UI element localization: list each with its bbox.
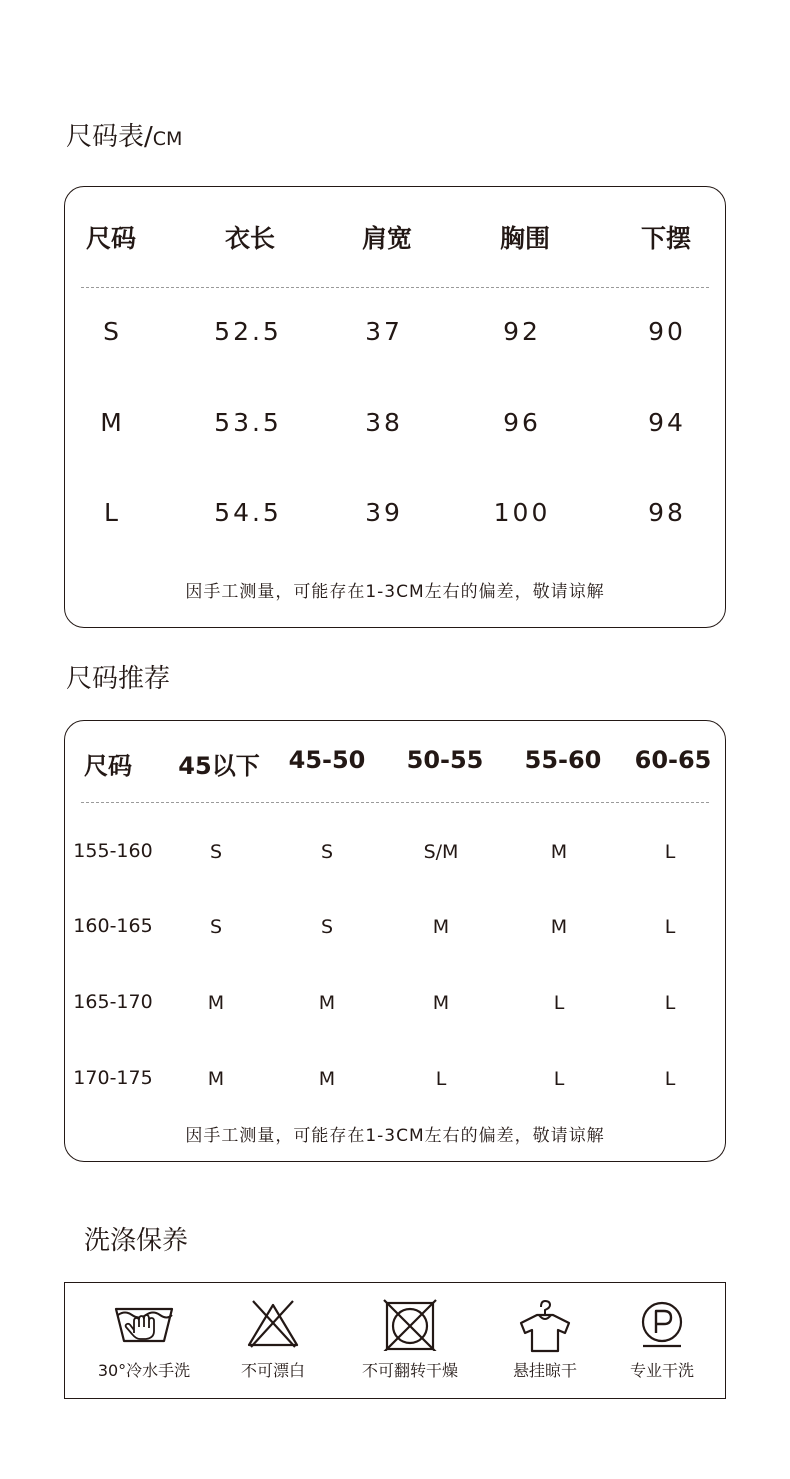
size-chart-header-length: 衣长 xyxy=(224,224,276,253)
recommend-cell: L xyxy=(664,992,676,1014)
size-chart-cell: 100 xyxy=(493,498,551,527)
recommend-divider xyxy=(81,802,709,803)
size-chart-cell: 90 xyxy=(648,317,686,346)
hand-wash-icon xyxy=(112,1299,176,1345)
recommend-row-height: 160-165 xyxy=(73,915,153,937)
size-chart-note: 因手工测量，可能存在1-3CM左右的偏差，敬请谅解 xyxy=(185,582,605,602)
recommend-cell: M xyxy=(207,1068,225,1090)
care-label-no-bleach: 不可漂白 xyxy=(240,1361,306,1380)
size-chart-cell: 96 xyxy=(503,408,541,437)
recommend-header-weight-5: 60-65 xyxy=(634,746,712,774)
recommend-cell: M xyxy=(550,916,568,938)
recommend-cell: L xyxy=(553,1068,565,1090)
recommend-cell: S xyxy=(320,916,334,938)
size-chart-cell: 94 xyxy=(648,408,686,437)
size-chart-title-text: 尺码表/ xyxy=(66,122,153,152)
recommend-cell: M xyxy=(550,841,568,863)
size-chart-header-hem: 下摆 xyxy=(640,224,692,253)
hang-dry-icon xyxy=(517,1299,573,1353)
no-bleach-icon xyxy=(245,1299,301,1349)
recommend-row-height: 155-160 xyxy=(73,840,153,862)
recommend-header-weight-2: 45-50 xyxy=(288,746,366,774)
recommend-cell: M xyxy=(432,992,450,1014)
care-title: 洗涤保养 xyxy=(84,1226,189,1256)
recommend-cell: L xyxy=(664,841,676,863)
care-label-hand-wash: 30°冷水手洗 xyxy=(97,1361,191,1380)
recommend-cell: L xyxy=(553,992,565,1014)
recommend-cell: M xyxy=(318,1068,336,1090)
size-chart-title-unit: CM xyxy=(152,128,183,150)
size-chart-header-size: 尺码 xyxy=(85,224,137,253)
recommend-cell: L xyxy=(664,916,676,938)
recommend-note: 因手工测量，可能存在1-3CM左右的偏差，敬请谅解 xyxy=(185,1126,605,1146)
care-label-no-tumble-dry: 不可翻转干燥 xyxy=(361,1361,459,1380)
size-chart-cell: 38 xyxy=(365,408,403,437)
recommend-cell: M xyxy=(318,992,336,1014)
recommend-header-size: 尺码 xyxy=(84,752,132,780)
size-chart-cell: 53.5 xyxy=(214,408,282,437)
size-chart-cell: 92 xyxy=(503,317,541,346)
recommend-header-weight-4: 55-60 xyxy=(524,746,602,774)
size-chart-cell: 52.5 xyxy=(214,317,282,346)
size-chart-row-size: M xyxy=(100,408,122,437)
recommend-cell: S xyxy=(209,916,223,938)
size-chart-cell: 37 xyxy=(365,317,403,346)
professional-dry-clean-icon xyxy=(637,1299,687,1349)
recommend-cell: M xyxy=(432,916,450,938)
recommend-table xyxy=(64,720,726,1162)
care-label-professional-dry-clean: 专业干洗 xyxy=(629,1361,695,1380)
recommend-row-height: 170-175 xyxy=(73,1067,153,1089)
recommend-cell: S/M xyxy=(423,841,459,863)
size-chart-divider xyxy=(81,287,709,288)
recommend-header-weight-3: 50-55 xyxy=(406,746,484,774)
size-chart-cell: 54.5 xyxy=(214,498,282,527)
recommend-cell: S xyxy=(320,841,334,863)
size-chart-table xyxy=(64,186,726,628)
recommend-cell: L xyxy=(664,1068,676,1090)
recommend-cell: S xyxy=(209,841,223,863)
size-chart-title xyxy=(66,116,182,153)
size-chart-row-size: L xyxy=(104,498,118,527)
care-label-hang-dry: 悬挂晾干 xyxy=(512,1361,578,1380)
care-panel xyxy=(64,1282,726,1399)
recommend-title: 尺码推荐 xyxy=(66,664,171,694)
recommend-cell: L xyxy=(435,1068,447,1090)
no-tumble-dry-icon xyxy=(382,1299,438,1351)
recommend-header-weight-1: 45以下 xyxy=(178,752,260,780)
size-chart-header-chest: 胸围 xyxy=(499,224,551,253)
size-chart-header-shoulder: 肩宽 xyxy=(361,224,413,253)
recommend-row-height: 165-170 xyxy=(73,991,153,1013)
size-chart-row-size: S xyxy=(103,317,119,346)
size-chart-cell: 39 xyxy=(365,498,403,527)
size-chart-cell: 98 xyxy=(648,498,686,527)
recommend-cell: M xyxy=(207,992,225,1014)
